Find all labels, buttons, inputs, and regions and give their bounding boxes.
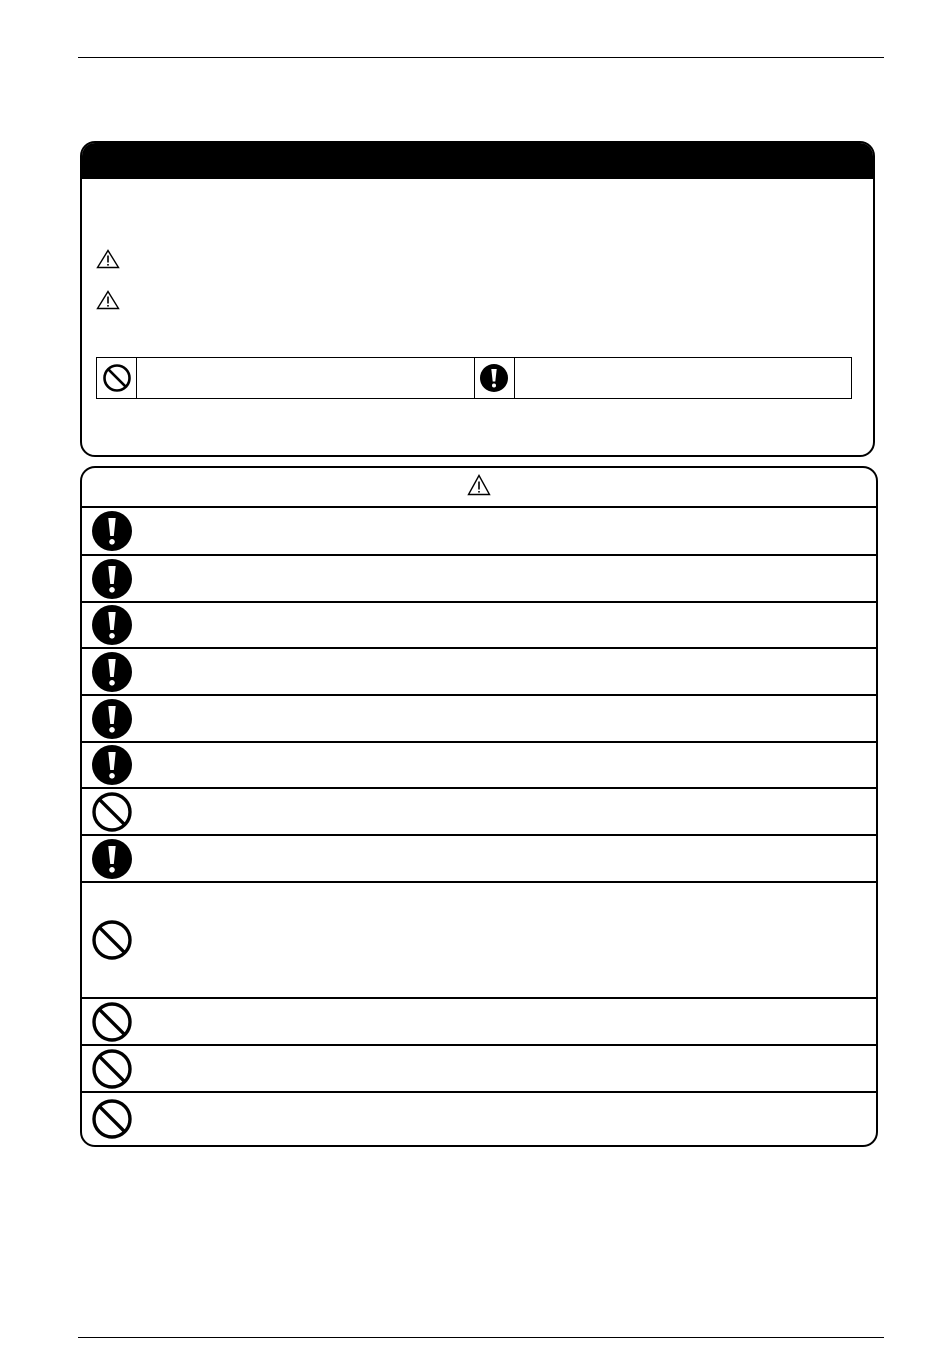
caution-row-text bbox=[142, 999, 876, 1044]
caution-row bbox=[82, 556, 876, 603]
prohibition-icon bbox=[82, 883, 142, 997]
caution-row-text bbox=[142, 696, 876, 741]
caution-row-text bbox=[142, 508, 876, 554]
caution-row bbox=[82, 508, 876, 556]
legend-mandatory-cell bbox=[515, 358, 852, 398]
caution-row-text bbox=[142, 883, 876, 997]
caution-table bbox=[80, 466, 878, 1147]
caution-row bbox=[82, 836, 876, 883]
caution-row bbox=[82, 1093, 876, 1145]
caution-row-text bbox=[142, 603, 876, 647]
caution-row bbox=[82, 883, 876, 999]
caution-row bbox=[82, 999, 876, 1046]
bottom-rule bbox=[78, 1337, 884, 1338]
caution-row-text bbox=[142, 1046, 876, 1091]
legend-prohibited-cell bbox=[137, 358, 475, 398]
prohibition-icon bbox=[82, 1046, 142, 1091]
caution-row bbox=[82, 649, 876, 696]
caution-table-header bbox=[82, 468, 876, 508]
caution-row bbox=[82, 696, 876, 743]
top-rule bbox=[78, 57, 884, 58]
mandatory-icon bbox=[82, 508, 142, 554]
caution-row bbox=[82, 743, 876, 789]
prohibition-icon bbox=[82, 1093, 142, 1145]
mandatory-icon bbox=[82, 649, 142, 694]
prohibition-icon bbox=[97, 358, 137, 398]
mandatory-icon bbox=[82, 603, 142, 647]
caution-row-text bbox=[142, 789, 876, 834]
caution-row bbox=[82, 789, 876, 836]
mandatory-icon bbox=[82, 836, 142, 881]
caution-row-text bbox=[142, 743, 876, 787]
mandatory-icon bbox=[82, 743, 142, 787]
intro-header-bar bbox=[82, 143, 873, 179]
symbol-legend bbox=[96, 357, 852, 399]
caution-row bbox=[82, 603, 876, 649]
warning-triangle-icon bbox=[96, 249, 120, 269]
caution-row bbox=[82, 1046, 876, 1093]
mandatory-icon bbox=[82, 696, 142, 741]
caution-row-text bbox=[142, 556, 876, 601]
prohibition-icon bbox=[82, 789, 142, 834]
warning-triangle-icon bbox=[467, 474, 491, 501]
caution-row-text bbox=[142, 1093, 876, 1145]
prohibition-icon bbox=[82, 999, 142, 1044]
warning-triangle-icon bbox=[96, 290, 120, 310]
caution-row-text bbox=[142, 836, 876, 881]
caution-row-text bbox=[142, 649, 876, 694]
mandatory-icon bbox=[82, 556, 142, 601]
safety-intro-box bbox=[80, 141, 875, 457]
mandatory-icon bbox=[475, 358, 515, 398]
